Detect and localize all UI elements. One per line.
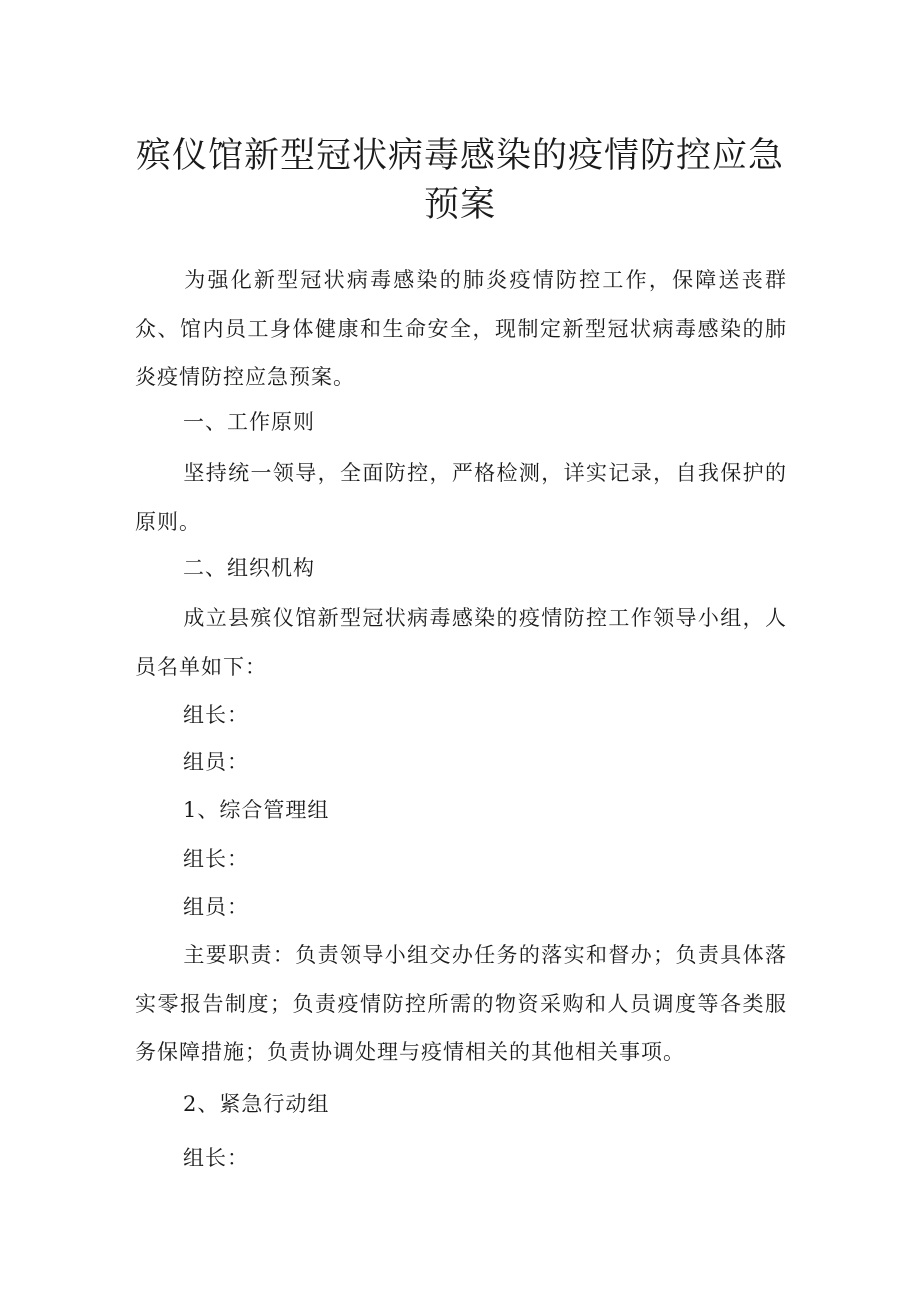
intro-paragraph [135,256,787,402]
group-2-leader-line: 组长： [183,1146,249,1170]
section-1-paragraph [135,449,787,546]
section-1-heading: 一、工作原则 [183,410,315,434]
group-1-members-line: 组员： [183,895,249,919]
section-1-text: 坚持统一领导，全面防控，严格检测，详实记录，自我保护的原则。 [135,461,787,534]
intro-text: 为强化新型冠状病毒感染的肺炎疫情防控工作，保障送丧群众、馆内员工身体健康和生命安全，现制定新型冠状病毒感染的肺炎疫情防控应急预案。 [135,268,787,389]
section-2-text: 成立县殡仪馆新型冠状病毒感染的疫情防控工作领导小组，人员名单如下： [135,606,787,679]
group-2-title: 2、紧急行动组 [183,1092,330,1116]
leader-line: 组长： [183,703,249,727]
group-1-duties-paragraph [135,931,787,1077]
document-title-line-2: 预案 [423,185,496,225]
group-1-duties-text: 主要职责：负责领导小组交办任务的落实和督办；负责具体落实零报告制度；负责疫情防控所需的物资采购和人员调度等各类服务保障措施；负责协调处理与疫情相关的其他相关事项。 [135,943,787,1064]
section-2-heading: 二、组织机构 [183,556,315,580]
members-line: 组员： [183,750,249,774]
section-2-paragraph [135,594,787,691]
group-1-leader-line: 组长： [183,847,249,871]
document-title-line-1: 殡仪馆新型冠状病毒感染的疫情防控应急 [135,136,784,176]
group-1-title: 1、综合管理组 [183,798,330,822]
